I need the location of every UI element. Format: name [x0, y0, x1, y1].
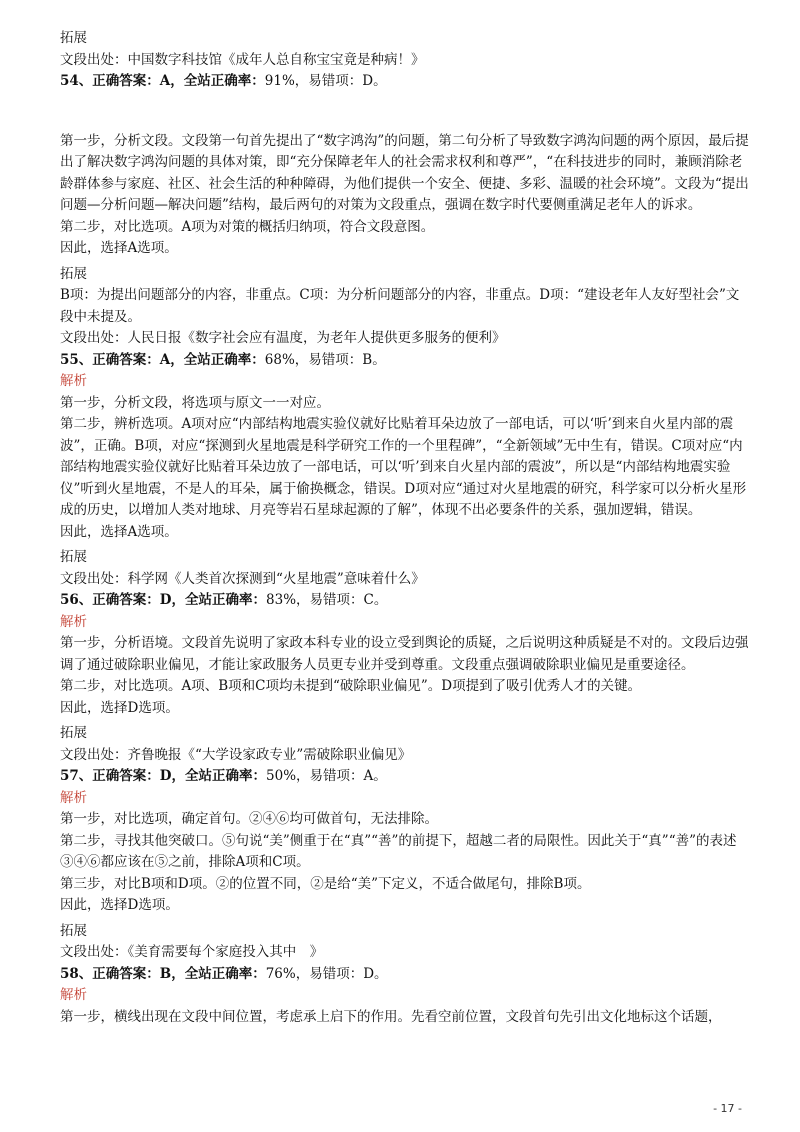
text-line: 因此，选择A选项。 — [60, 240, 178, 256]
text-line: 文段出处：人民日报《数字社会应有温度，为老年人提供更多服务的便利》 — [60, 330, 506, 346]
answer-line — [60, 964, 750, 986]
answer-a: A — [159, 351, 171, 368]
paragraph: 第二步，辨析选项。A项对应“内部结构地震实验仪就好比贴着耳朵边放了一部电话，可以‘听’到来自火星内部的震波”，正确。B项，对应“探测到火星地震是科学研究工作的一个里程碑”，“全新领域”无中生有，错误。C项对应“内部结构地震实验仪就好比贴着耳朵边放了一部电话，可以‘听’到来自火星内部的震波”，所以是“内部结构地震实验仪”听到火星地震，不是人的耳朵，属于偷换概念，错误。D项对应“通过对火星地震的研究，科学家可以分析火星形成的历史，以增加人类对地球、月亮等岩石星球起源的了解”，体现不出必要条件的关系，强加逻辑，错误。 — [60, 416, 747, 518]
answer-b: ，全站正确率： — [171, 768, 267, 784]
answer-bold: 54、正确答案： — [60, 73, 160, 89]
text-line: 文段出处：齐鲁晚报《“大学设家政专业”需破除职业偏见》 — [60, 746, 412, 763]
text-line: 第一步，分析文段，将选项与原文一一对应。 — [60, 394, 330, 411]
text-line: 第二步，对比选项。A项为对策的概括归纳项，符合文段意图。 — [60, 218, 435, 235]
text-line: 因此，选择D选项。 — [60, 699, 179, 716]
text-line: 第二步，对比选项。A项、B项和C项均未提到“破除职业偏见”。D项提到了吸引优秀人才的关键。 — [60, 678, 642, 694]
text-line: 文段出处：科学网《人类首次探测到“火星地震”意味着什么》 — [60, 570, 425, 587]
section-label: 拓展 — [60, 725, 87, 741]
analysis-heading: 解析 — [60, 789, 87, 806]
answer-a: D — [159, 768, 172, 784]
answer-a: B — [159, 965, 172, 982]
answer-a: D — [159, 592, 172, 608]
analysis-heading: 解析 — [60, 373, 87, 389]
answer-bold: 58、正确答案： — [60, 965, 160, 982]
answer-line — [60, 350, 750, 372]
answer-bold: 56、正确答案： — [60, 592, 160, 608]
section-label: 拓展 — [60, 922, 87, 939]
answer-line — [60, 766, 750, 788]
page-number: - 17 - — [713, 1102, 742, 1115]
spacer — [60, 93, 750, 131]
text-line: 文段出处：中国数字科技馆《成年人总自称宝宝竟是种病！》 — [60, 51, 425, 68]
paragraph: 第一步，分析文段。文段第一句首先提出了“数字鸿沟”的问题，第二句分析了导致数字鸿沟问题的两个原因，最后提出了解决数字鸿沟问题的具体对策，即“充分保障老年人的社会需求权利和尊严”，“在科技进步的同时，兼顾消除老龄群体参与家庭、社区、社会生活的种种障碍，为他们提供一个安全、便捷、多彩、温暖的社会环境”。文段为“提出问题—分析问题—解决问题”结构，最后两句的对策为文段重点，强调在数字时代要侧重满足老年人的诉求。 — [60, 132, 749, 213]
text-line: 第一步，对比选项，确定首句。②④⑥均可做首句，无法排除。 — [60, 811, 438, 827]
answer-b: ，全站正确率： — [171, 965, 266, 982]
text-line: 文段出处：《美育需要每个家庭投入其中 》 — [60, 944, 324, 960]
answer-bold: 57、正确答案： — [60, 768, 160, 784]
answer-bold: 55、正确答案： — [60, 351, 160, 368]
answer-c: 50%，易错项：A。 — [266, 768, 387, 784]
text-line: 第一步，横线出现在文段中间位置，考虑承上启下的作用。先看空前位置，文段首句先引出文化地标这个话题， — [60, 1008, 722, 1025]
answer-c: 68%，易错项：B。 — [264, 351, 386, 368]
answer-c: 91%，易错项：D。 — [264, 73, 387, 89]
answer-b: ，全站正确率： — [170, 73, 265, 89]
text-line: 第三步，对比B项和D项。②的位置不同，②是给“美”下定义，不适合做尾句，排除B项。 — [60, 875, 591, 892]
answer-c: 76%，易错项：D。 — [265, 965, 388, 982]
answer-line — [60, 590, 750, 612]
analysis-heading: 解析 — [60, 987, 87, 1003]
answer-b: ，全站正确率： — [171, 592, 267, 608]
paragraph: B项：为提出问题部分的内容，非重点。C项：为分析问题部分的内容，非重点。D项：“建设老年人友好型社会”文段中未提及。 — [60, 287, 740, 325]
paragraph: 第一步，分析语境。文段首先说明了家政本科专业的设立受到舆论的质疑，之后说明这种质疑是不对的。文段后边强调了通过破除职业偏见，才能让家政服务人员更专业并受到尊重。文段重点强调破除职业偏见是重要途径。 — [60, 635, 749, 673]
section-label: 拓展 — [60, 549, 87, 565]
paragraph: 第二步，寻找其他突破口。⑤句说“美”侧重于在“真”“善”的前提下，超越二者的局限性。因此关于“真”“善”的表述③④⑥都应该在⑤之前，排除A项和C项。 — [60, 832, 737, 870]
answer-b: ，全站正确率： — [170, 351, 265, 368]
document-body — [60, 28, 750, 1028]
answer-line — [60, 71, 750, 93]
text-line: 因此，选择D选项。 — [60, 897, 179, 913]
analysis-heading: 解析 — [60, 613, 87, 630]
text-line: 因此，选择A选项。 — [60, 523, 178, 540]
section-label: 拓展 — [60, 265, 87, 282]
answer-a: A — [159, 73, 171, 89]
section-label: 拓展 — [60, 30, 87, 46]
answer-c: 83%，易错项：C。 — [266, 592, 388, 608]
